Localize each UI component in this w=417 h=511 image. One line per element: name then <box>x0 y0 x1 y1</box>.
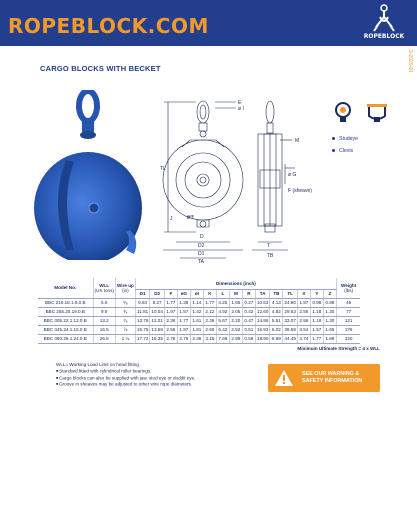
dim-col-header: D1 <box>135 289 150 298</box>
cell-dimension: 2.36 <box>203 316 216 325</box>
dim-label-f: F (sheave) <box>288 188 312 194</box>
cell-dimension: 11.81 <box>137 309 149 314</box>
cell-wll: 6.6 <box>93 298 115 307</box>
cell-dimension: 2.99 <box>229 334 242 343</box>
cell-dimension: 3.54 <box>297 325 310 334</box>
clevis-icon <box>364 100 390 124</box>
cell-dimension: 2.52 <box>229 325 242 334</box>
dim-label-d: D <box>200 234 204 240</box>
header-bar <box>0 0 417 46</box>
cell-dimension: 13.78 <box>136 318 149 323</box>
dim-col-header: K <box>203 289 216 298</box>
cell-dimension: 1.42 <box>190 307 203 316</box>
cell-dimension: 15.35 <box>151 336 163 341</box>
cell-dimension: 8.27 <box>150 298 165 307</box>
cell-dimension: 0.51 <box>242 325 255 334</box>
note-item: ■ Cargo blocks can also be supplied with jaw, stud eye or doddit eye. <box>56 375 195 382</box>
dim-col-header: R <box>242 289 255 298</box>
cell-model: BBC 210.18.1.6.0.B <box>38 298 93 307</box>
cell-dimension: 1.18 <box>310 307 323 316</box>
cell-weight: 49 <box>336 298 360 307</box>
cell-wll: 26.5 <box>93 334 115 343</box>
brand-name[interactable]: ROPEBLOCK.COM <box>8 14 209 38</box>
cell-dimension: 24.80 <box>284 300 296 305</box>
cell-dimension: 12.01 <box>151 318 163 323</box>
cell-dimension: 16.93 <box>256 327 269 332</box>
cell-dimension: 7.68 <box>216 334 229 343</box>
cell-dimension: 1.61 <box>190 316 203 325</box>
cell-dimension: 1.30 <box>323 316 336 325</box>
cell-dimension: 15.75 <box>136 327 149 332</box>
cell-wll: 9.9 <box>93 307 115 316</box>
dim-col-header: TL <box>283 289 298 298</box>
col-weight: Weight (lbs) <box>336 278 360 298</box>
cell-dimension: 2.20 <box>229 316 242 325</box>
cell-dimension: 12.60 <box>256 309 269 314</box>
min-ultimate-strength: Minimum Ultimate Strength = 4 x WLL <box>297 346 380 351</box>
side-code: 0-2020-01 <box>407 50 413 73</box>
cell-wll: 16.5 <box>93 325 115 334</box>
cell-dimension: 13.58 <box>151 327 163 332</box>
col-wire: Wire up (in) <box>115 278 135 298</box>
cell-dimension: 1.81 <box>190 325 203 334</box>
cell-dimension: 2.76 <box>177 334 190 343</box>
dim-col-header: øG <box>177 289 190 298</box>
cell-dimension: 6.42 <box>216 325 229 334</box>
cell-dimension: 0.98 <box>310 298 323 307</box>
table-row <box>38 334 360 343</box>
dim-label-tl: TL <box>160 166 166 172</box>
note-wll: WLL= Working Load Limit on head fitting. <box>56 362 141 367</box>
cell-dimension: 0.42 <box>242 307 255 316</box>
col-dimensions: Dimensions (inch) <box>135 278 336 289</box>
cell-dimension: 14.96 <box>256 318 269 323</box>
cell-dimension: 1.77 <box>164 298 177 307</box>
note-item: ■ Standard fitted with cylindrical roller bearings. <box>56 368 195 375</box>
dim-label-ta: TA <box>198 259 205 265</box>
table-row <box>38 298 360 307</box>
table-row <box>38 316 360 325</box>
dim-col-header: M <box>229 289 242 298</box>
cell-dimension: 5.67 <box>216 316 229 325</box>
warning-safety-button[interactable]: SEE OUR WARNING & SAFETY INFORMATION <box>268 364 380 392</box>
cell-dimension: 1.77 <box>203 298 216 307</box>
cell-dimension: 3.15 <box>203 334 216 343</box>
cell-dimension: 1.14 <box>190 298 203 307</box>
cell-wire: ³⁄₄ <box>115 307 135 316</box>
cell-dimension: 2.36 <box>164 316 177 325</box>
cell-dimension: 33.07 <box>284 318 296 323</box>
cell-dimension: 0.27 <box>242 298 255 307</box>
cell-dimension: 9.84 <box>135 298 150 307</box>
dim-label-oi: ø I <box>238 106 244 112</box>
dim-col-header: TB <box>270 289 283 298</box>
cell-dimension: 4.82 <box>270 307 283 316</box>
cell-dimension: 4.13 <box>270 298 283 307</box>
dim-col-header: Y <box>310 289 323 298</box>
cell-dimension: 1.38 <box>177 298 190 307</box>
cell-dimension: 2.56 <box>297 316 310 325</box>
dim-col-header: Z <box>323 289 336 298</box>
dim-label-tb: TB <box>267 253 274 259</box>
cell-dimension: 38.58 <box>284 327 296 332</box>
dim-col-header: øI <box>190 289 203 298</box>
cell-dimension: 1.57 <box>310 325 323 334</box>
cell-wll: 13.2 <box>93 316 115 325</box>
col-wll: WLL (US tons) <box>93 278 115 298</box>
cell-dimension: 6.02 <box>270 325 283 334</box>
cell-dimension: 1.97 <box>177 325 190 334</box>
cell-dimension: 1.30 <box>323 307 336 316</box>
cell-model: BBC 305.22.1.12.0.B <box>38 316 93 325</box>
dim-label-ol: ø L <box>187 215 195 221</box>
cell-dimension: 2.56 <box>164 325 177 334</box>
cell-model: BBC 345.24.1.15.0.B <box>38 325 93 334</box>
cell-dimension: 44.49 <box>284 336 296 341</box>
cell-dimension: 2.76 <box>164 334 177 343</box>
dim-label-j: J <box>170 216 173 222</box>
note-item: ■ Groove in sheaves may be adjusted to other wire rope diameters. <box>56 381 195 388</box>
cell-dimension: 0.88 <box>323 298 336 307</box>
cell-dimension: 0.59 <box>242 334 255 343</box>
warning-icon <box>274 369 294 387</box>
dim-col-header: F <box>164 289 177 298</box>
cell-wire: ⅞ <box>115 325 135 334</box>
specifications-table <box>38 278 360 344</box>
cell-dimension: 1.77 <box>310 334 323 343</box>
page-title: CARGO BLOCKS WITH BECKET <box>40 64 161 73</box>
cell-dimension: 5.51 <box>270 316 283 325</box>
cell-dimension: 2.36 <box>190 334 203 343</box>
cell-dimension: 1.77 <box>177 316 190 325</box>
attachment-legend <box>332 136 358 160</box>
legend-item-clevis: Clevis <box>332 148 358 154</box>
cell-wire: ⁷⁄₈ <box>115 316 135 325</box>
cell-dimension: 4.25 <box>216 298 229 307</box>
dim-col-header: D2 <box>150 289 165 298</box>
cell-weight: 176 <box>336 325 360 334</box>
cell-wire: ⁵⁄₈ <box>115 298 135 307</box>
dim-label-og: ø G <box>288 172 297 178</box>
cell-dimension: 1.97 <box>297 298 310 307</box>
cell-model: BBC 360.28.1.24.0.B <box>38 334 93 343</box>
cell-dimension: 10.63 <box>256 300 269 305</box>
cell-dimension: 2.60 <box>203 325 216 334</box>
cell-dimension: 1.57 <box>177 307 190 316</box>
dim-col-header: TA <box>255 289 270 298</box>
studeye-icon <box>330 100 356 124</box>
notes <box>56 362 195 388</box>
col-model: Model No. <box>38 278 93 298</box>
cell-dimension: 6.69 <box>270 334 283 343</box>
dim-col-header: X <box>297 289 310 298</box>
cell-dimension: 18.90 <box>256 336 269 341</box>
cell-dimension: 1.65 <box>229 298 242 307</box>
cell-dimension: 3.74 <box>297 334 310 343</box>
cell-dimension: 4.92 <box>216 307 229 316</box>
cell-dimension: 2.12 <box>203 307 216 316</box>
logo-text: ROPEBLOCK <box>363 33 405 40</box>
legend-item-studeye: Studeye <box>332 136 358 142</box>
cell-weight: 320 <box>336 334 360 343</box>
table-row <box>38 325 360 334</box>
cell-weight: 77 <box>336 307 360 316</box>
cell-dimension: 1.89 <box>323 334 336 343</box>
cell-dimension: 29.53 <box>284 309 296 314</box>
dim-label-m: M <box>295 138 300 144</box>
dim-label-d1: D1 <box>198 251 205 257</box>
cell-model: BBC 255.20.19.0.B <box>38 307 93 316</box>
cell-dimension: 2.56 <box>297 307 310 316</box>
cell-dimension: 0.47 <box>242 316 255 325</box>
dim-label-e: E <box>238 100 242 106</box>
dim-col-header: L <box>216 289 229 298</box>
cell-dimension: 2.05 <box>229 307 242 316</box>
cargo-block-photo <box>30 90 150 260</box>
cell-dimension: 1.65 <box>323 325 336 334</box>
cell-weight: 121 <box>336 316 360 325</box>
dim-label-t: T <box>267 243 271 249</box>
dim-label-d2: D2 <box>198 243 205 249</box>
cell-dimension: 1.18 <box>310 316 323 325</box>
cell-wire: 1 ⅛ <box>115 334 135 343</box>
cell-dimension: 10.04 <box>151 309 163 314</box>
cell-dimension: 1.97 <box>164 307 177 316</box>
cell-dimension: 17.72 <box>136 336 149 341</box>
table-row <box>38 307 360 316</box>
